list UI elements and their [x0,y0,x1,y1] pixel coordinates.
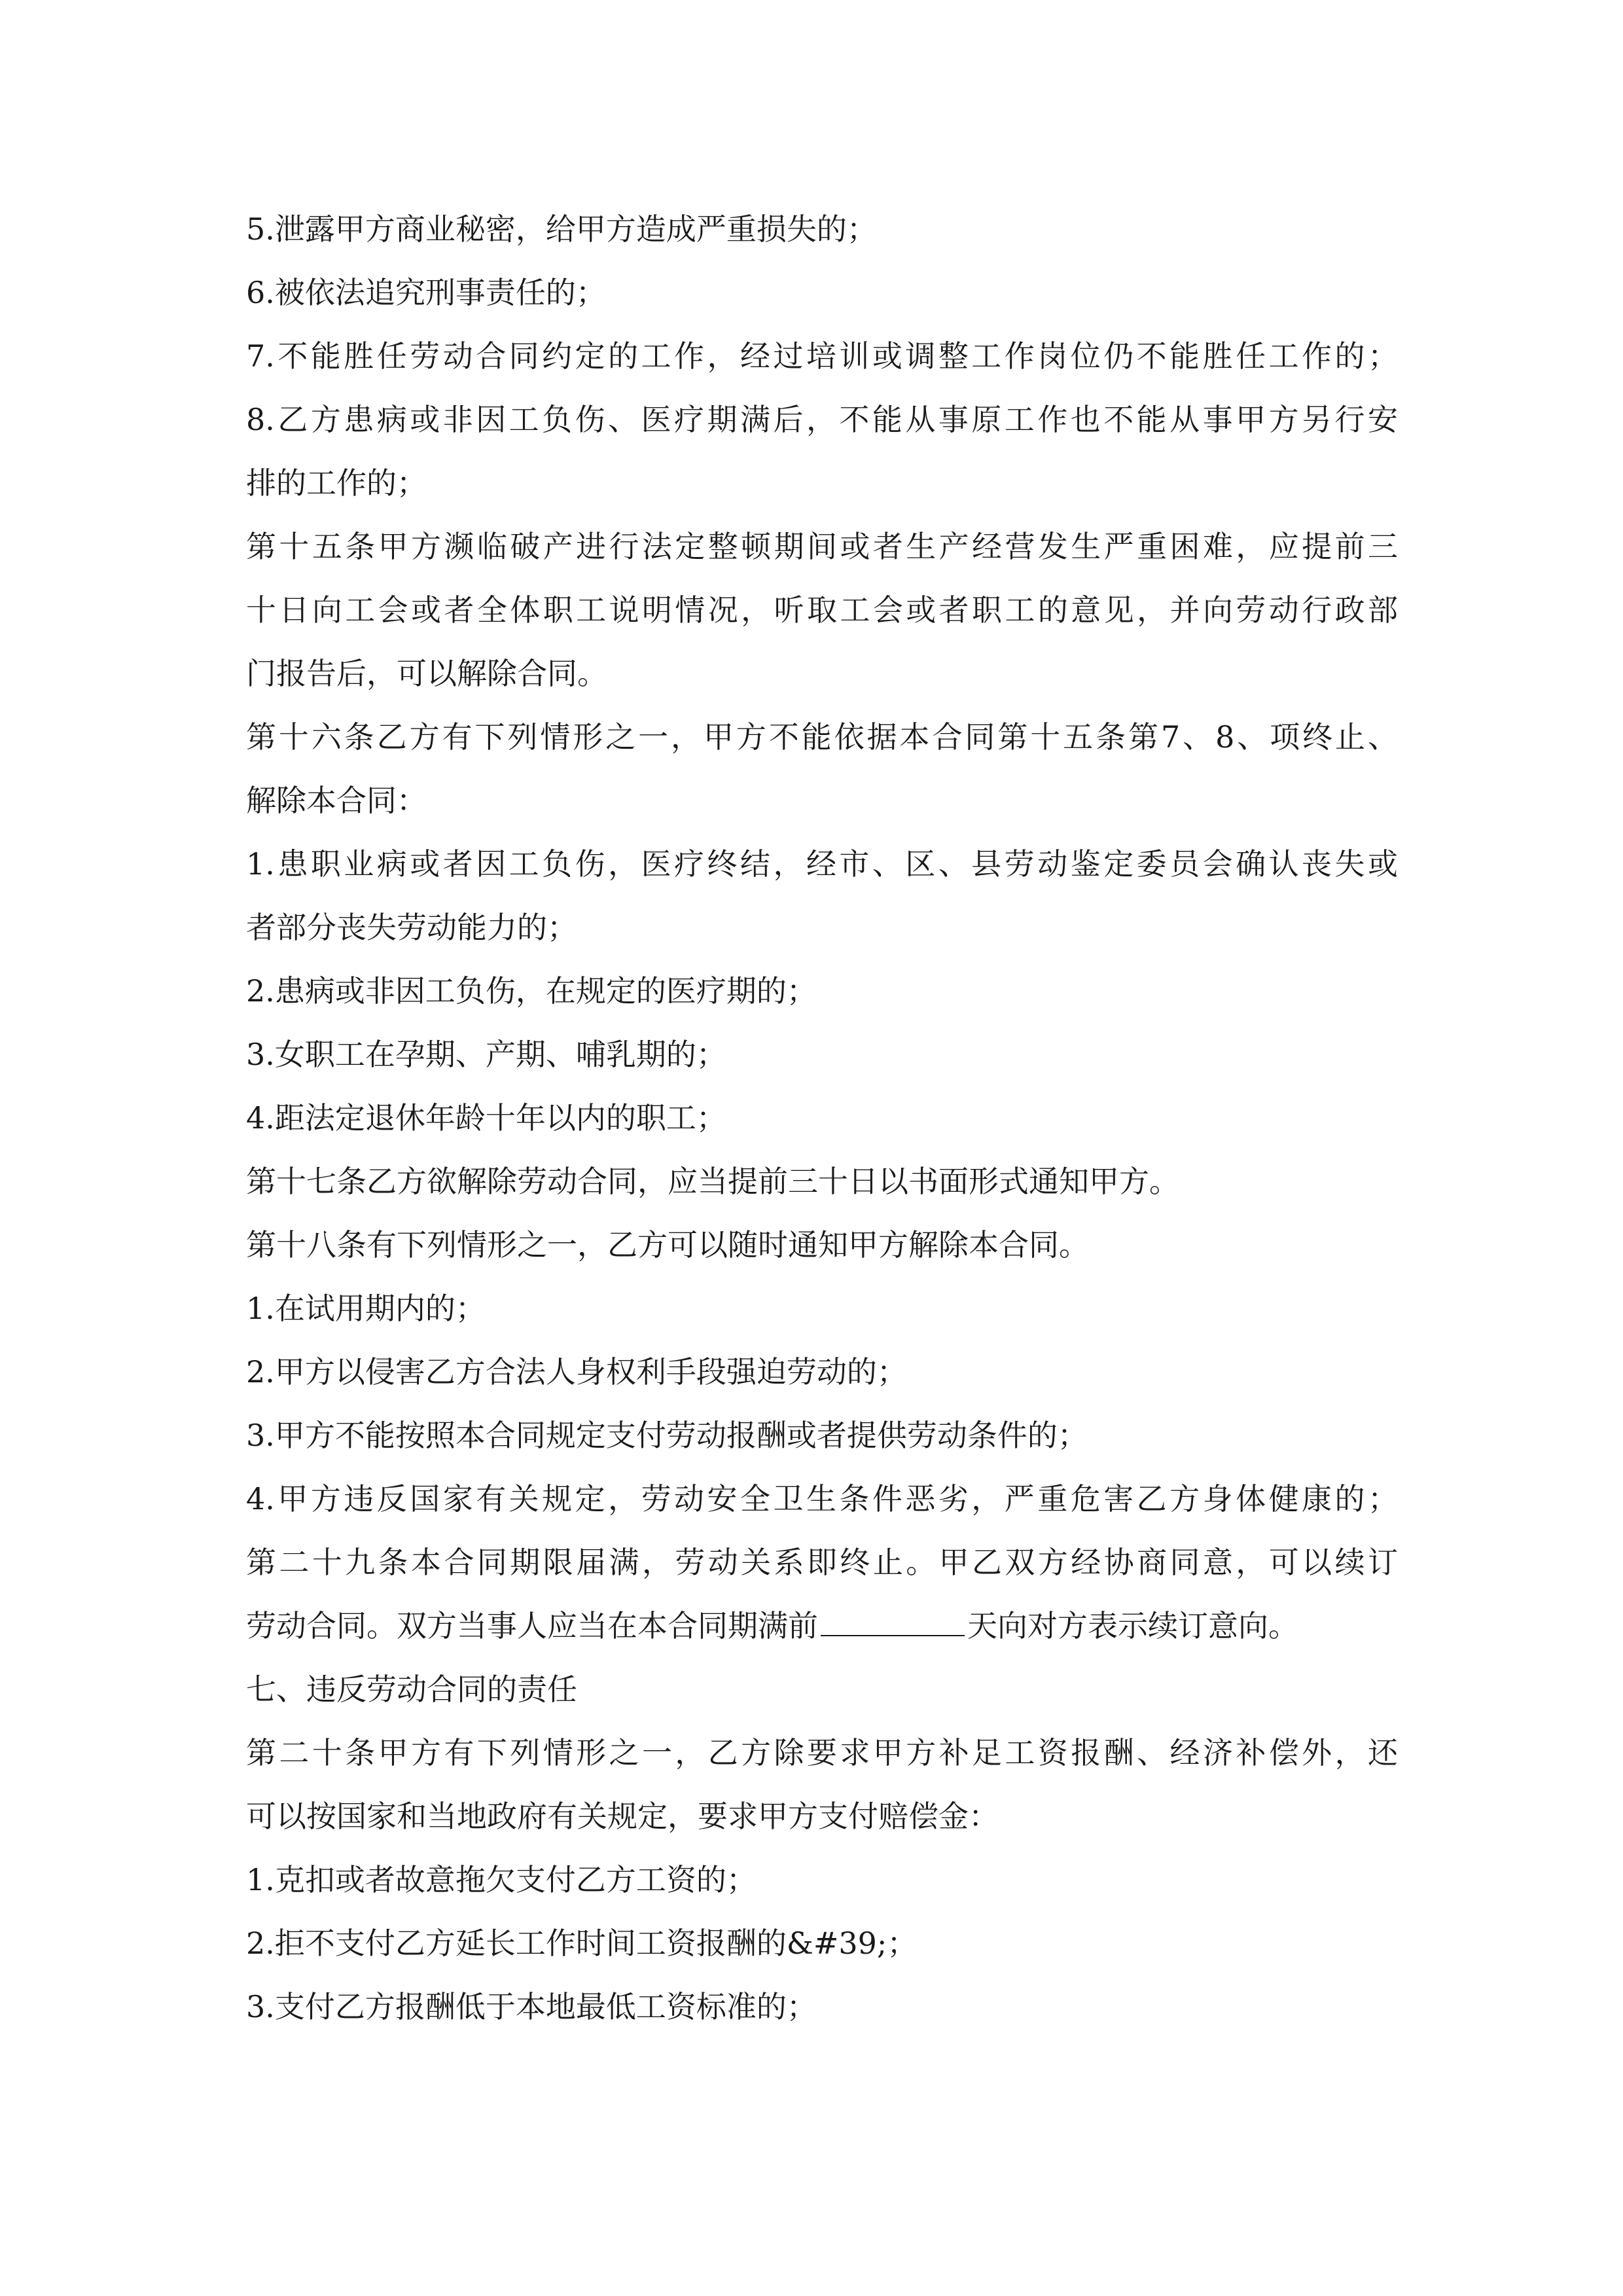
text-line: 者部分丧失劳动能力的； [246,910,577,945]
fill-in-blank [821,1596,965,1636]
text-line: 排的工作的； [246,465,427,501]
text-line: 2.甲方以侵害乙方合法人身权利手段强迫劳动的； [246,1354,907,1390]
section-heading: 七、违反劳动合同的责任 [246,1672,577,1707]
text-line: 第二十九条本合同期限届满，劳动关系即终止。甲乙双方经协商同意，可以续订 [246,1545,1398,1580]
text-line: 第十六条乙方有下列情形之一，甲方不能依据本合同第十五条第7、8、项终止、 [246,719,1398,755]
text-line: 第十八条有下列情形之一，乙方可以随时通知甲方解除本合同。 [246,1227,1089,1263]
text-line: 第十七条乙方欲解除劳动合同，应当提前三十日以书面形式通知甲方。 [246,1164,1179,1199]
contract-text [246,198,1398,2039]
text-line: 1.克扣或者故意拖欠支付乙方工资的； [246,1862,757,1897]
text-line: 门报告后，可以解除合同。 [246,656,607,691]
text-line: 3.甲方不能按照本合同规定支付劳动报酬或者提供劳动条件的； [246,1418,1088,1453]
text-line: 2.拒不支付乙方延长工作时间工资报酬的&#39;； [246,1926,918,1961]
text-line: 8.乙方患病或非因工负伤、医疗期满后，不能从事原工作也不能从事甲方另行安 [246,402,1398,437]
text-line: 十日向工会或者全体职工说明情况，听取工会或者职工的意见，并向劳动行政部 [246,592,1398,628]
text-line: 第二十条甲方有下列情形之一，乙方除要求甲方补足工资报酬、经济补偿外，还 [246,1735,1398,1770]
text-line: 4.甲方违反国家有关规定，劳动安全卫生条件恶劣，严重危害乙方身体健康的； [246,1481,1398,1516]
renewal-line-prefix: 劳动合同。双方当事人应当在本合同期满前 [246,1608,818,1643]
renewal-line [246,1594,1398,1658]
text-line: 5.泄露甲方商业秘密，给甲方造成严重损失的； [246,211,877,247]
text-line: 1.患职业病或者因工负伤，医疗终结，经市、区、县劳动鉴定委员会确认丧失或 [246,846,1398,882]
text-line: 4.距法定退休年龄十年以内的职工； [246,1100,726,1136]
text-line: 3.支付乙方报酬低于本地最低工资标准的； [246,1989,817,2024]
text-line: 3.女职工在孕期、产期、哺乳期的； [246,1037,726,1072]
text-line: 2.患病或非因工负伤，在规定的医疗期的； [246,973,817,1009]
text-line: 第十五条甲方濒临破产进行法定整顿期间或者生产经营发生严重困难，应提前三 [246,529,1398,564]
text-line: 可以按国家和当地政府有关规定，要求甲方支付赔偿金： [246,1799,999,1834]
text-line: 解除本合同： [246,783,427,818]
text-line: 7.不能胜任劳动合同约定的工作，经过培训或调整工作岗位仍不能胜任工作的； [246,338,1398,374]
text-line: 1.在试用期内的； [246,1291,486,1326]
renewal-line-suffix: 天向对方表示续订意向。 [967,1608,1298,1643]
text-line: 6.被依法追究刑事责任的； [246,275,606,310]
